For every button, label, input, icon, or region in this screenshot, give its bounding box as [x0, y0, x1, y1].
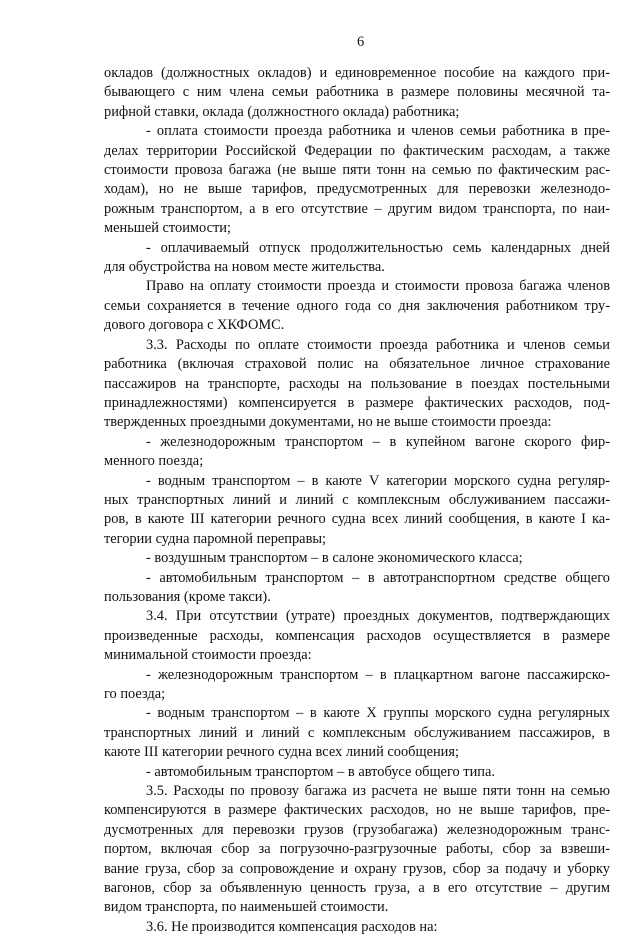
document-body	[104, 64, 610, 937]
text-line: бывающего с ним члена семьи работника в размере половины месячной та-	[104, 84, 610, 101]
paragraph	[104, 472, 610, 550]
text-line: стоимости провоза багажа (не выше пяти тонн на семью по фактическим рас-	[104, 162, 610, 179]
text-line: вагонов, сбор за объявленную ценность груза, а в его отсутствие – другим	[104, 880, 610, 897]
text-line: - железнодорожным транспортом – в плацкартном вагоне пассажирско-	[146, 666, 610, 683]
text-line: окладов (должностных окладов) и единовременное пособие на каждого при-	[104, 65, 610, 81]
text-line: меньшей стоимости;	[104, 220, 231, 237]
text-line: портом, включая сбор за погрузочно-разгрузочные работы, сбор за взвеши-	[104, 841, 610, 858]
text-line: менного поезда;	[104, 453, 204, 470]
paragraph	[104, 782, 610, 918]
text-line: делах территории Российской Федерации по фактическим расходам, а также	[104, 142, 610, 159]
text-line: 3.3. Расходы по оплате стоимости проезда работника и членов семьи	[146, 336, 610, 353]
text-line: пассажиров на транспорте, расходы на пользование в поездах постельными	[104, 375, 610, 392]
text-line: - оплачиваемый отпуск продолжительностью семь календарных дней	[146, 239, 610, 256]
text-line: - водным транспортом – в каюте X группы морского судна регулярных	[146, 705, 610, 722]
text-line: транспортных линий и линий с комплексным обслуживанием пассажиров, в	[104, 724, 610, 741]
text-line: 3.4. При отсутствии (утрате) проездных документов, подтверждающих	[146, 608, 610, 625]
text-line: - водным транспортом – в каюте V категории морского судна регуляр-	[146, 472, 610, 489]
text-line: ходам), но не выше тарифов, предусмотренных для перевозки железнодо-	[104, 181, 610, 198]
text-line: рифной ставки, оклада (должностного оклада) работника;	[104, 103, 460, 120]
text-line: - железнодорожным транспортом – в купейном вагоне скорого фир-	[146, 433, 610, 450]
text-line: пользования (кроме такси).	[104, 588, 271, 605]
text-line: - автомобильным транспортом – в автотранспортном средстве общего	[146, 569, 610, 586]
text-line: Право на оплату стоимости проезда и стоимости провоза багажа членов	[146, 278, 610, 295]
text-line: компенсируются в размере фактических расходов, но не выше тарифов, пре-	[104, 802, 610, 819]
paragraph	[104, 763, 610, 782]
paragraph	[104, 704, 610, 762]
text-line: 3.6. Не производится компенсация расходов на:	[146, 918, 438, 935]
text-line: - воздушным транспортом – в салоне экономического класса;	[146, 550, 523, 567]
text-line: произведенные расходы, компенсация расходов осуществляется в размере	[104, 627, 610, 644]
text-line: дусмотренных для перевозки грузов (грузобагажа) железнодорожным транс-	[104, 821, 610, 838]
paragraph	[104, 569, 610, 608]
paragraph	[104, 277, 610, 335]
text-line: семьи сохраняется в течение одного года со дня заключения работником тру-	[104, 297, 610, 314]
text-line: рожным транспортом, а в его отсутствие – другим видом транспорта, по наи-	[104, 200, 610, 217]
text-line: тегории судна паромной переправы;	[104, 530, 327, 547]
text-line: го поезда;	[104, 686, 166, 702]
paragraph	[104, 666, 610, 705]
text-line: для обустройства на новом месте жительства.	[104, 259, 385, 276]
text-line: каюте III категории речного судна всех линий сообщения;	[104, 744, 459, 761]
text-line: минимальной стоимости проезда:	[104, 647, 312, 664]
paragraph	[104, 239, 610, 278]
text-line: видом транспорта, по наименьшей стоимости.	[104, 899, 389, 916]
paragraph	[104, 607, 610, 665]
text-line: - оплата стоимости проезда работника и членов семьи работника в пре-	[146, 123, 610, 140]
text-line: принадлежностями) компенсируется в размере фактических расходов, под-	[104, 394, 610, 411]
paragraph	[104, 549, 610, 568]
text-line: твержденных проездными документами, но не выше стоимости проезда:	[104, 414, 552, 431]
text-line: 3.5. Расходы по провозу багажа из расчета не выше пяти тонн на семью	[146, 783, 610, 800]
paragraph	[104, 64, 610, 122]
text-line: работника (включая страховой полис на обязательное личное страхование	[104, 356, 610, 373]
text-line: - автомобильным транспортом – в автобусе общего типа.	[146, 763, 495, 780]
paragraph	[104, 336, 610, 433]
text-line: ных транспортных линий и линий с комплексным обслуживанием пассажи-	[104, 491, 610, 508]
text-line: вание груза, сбор за сопровождение и охрану грузов, сбор за подачу и уборку	[104, 860, 610, 877]
paragraph	[104, 918, 610, 937]
paragraph	[104, 433, 610, 472]
paragraph	[104, 122, 610, 238]
text-line: дового договора с ХКФОМС.	[104, 317, 285, 334]
text-line: ров, в каюте III категории речного судна всех линий сообщения, в каюте I ка-	[104, 511, 610, 528]
